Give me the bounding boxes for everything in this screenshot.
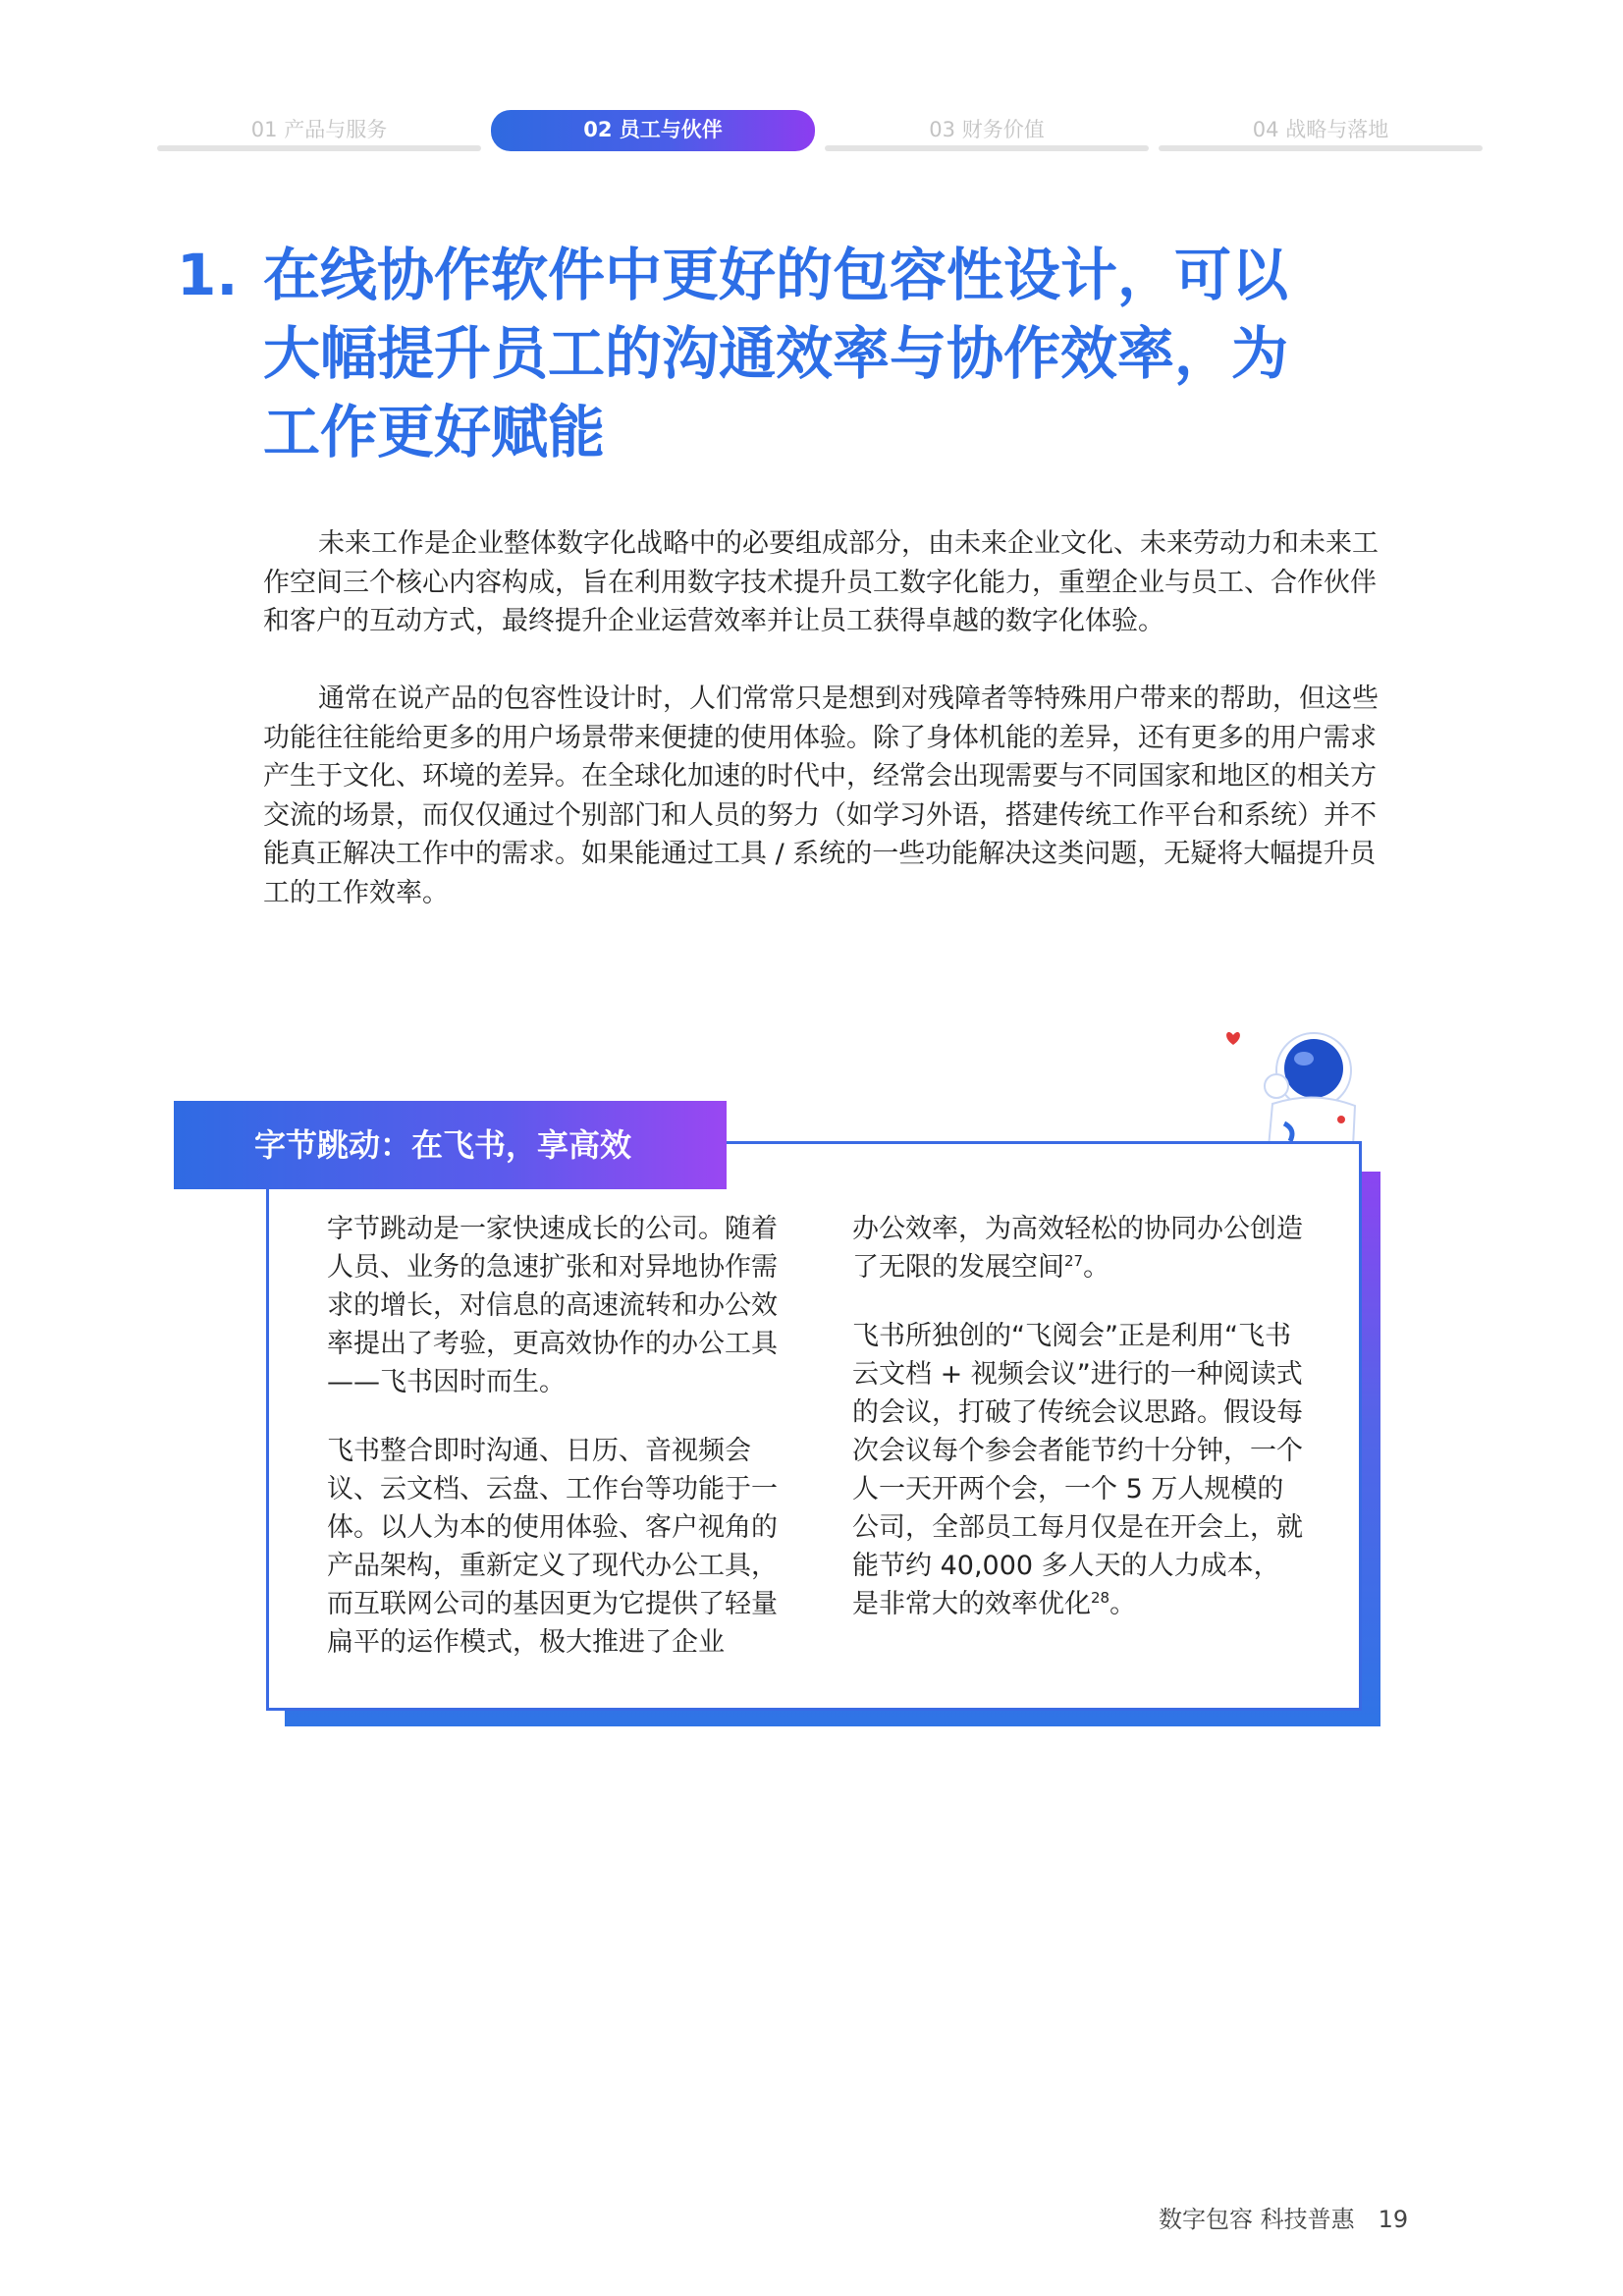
heart-icon (1226, 1032, 1240, 1045)
body-paragraph-1: 未来工作是企业整体数字化战略中的必要组成部分，由未来企业文化、未来劳动力和未来工作空间三个核心内容构成，旨在利用数字技术提升员工数字化能力，重塑企业与员工、合作伙伴和客户的互动方式，最终提升企业运营效率并让员工获得卓越的数字化体验。 (263, 528, 1379, 636)
case-title: 字节跳动：在飞书，享高效 (174, 1101, 727, 1189)
case-left-paragraph-1: 字节跳动是一家快速成长的公司。随着人员、业务的急速扩张和对异地协作需求的增长，对信息的高速流转和办公效率提出了考验，更高效协作的办公工具——飞书因时而生。 (327, 1214, 778, 1397)
tab-label: 03 财务价值 (929, 118, 1045, 141)
tab-financial-value[interactable] (825, 110, 1149, 151)
body-paragraph-2: 通常在说产品的包容性设计时，人们常常只是想到对残障者等特殊用户带来的帮助，但这些功能往往能给更多的用户场景带来便捷的使用体验。除了身体机能的差异，还有更多的用户需求产生于文化、环境的差异。在全球化加速的时代中，经常会出现需要与不同国家和地区的相关方交流的场景，而仅仅通过个别部门和人员的努力（如学习外语，搭建传统工作平台和系统）并不能真正解决工作中的需求。如果能通过工具 / 系统的一些功能解决这类问题，无疑将大幅提升员工的工作效率。 (263, 683, 1379, 908)
footnote-ref-28[interactable]: 28 (1091, 1589, 1110, 1607)
tab-employees-partners[interactable] (491, 110, 815, 151)
section-heading (177, 236, 1404, 471)
tab-strategy-implementation[interactable] (1159, 110, 1483, 151)
page-footer (1159, 2200, 1408, 2234)
case-right-column (852, 1210, 1304, 1654)
heading-number: 1. (177, 242, 239, 308)
tab-label: 04 战略与落地 (1252, 118, 1389, 141)
heading-line-3: 工作更好赋能 (263, 399, 606, 465)
page-number: 19 (1378, 2206, 1409, 2233)
heading-line-1: 在线协作软件中更好的包容性设计，可以 (263, 242, 1289, 308)
footnote-ref-27[interactable]: 27 (1064, 1252, 1084, 1270)
case-right-paragraph-1: 办公效率，为高效轻松的协同办公创造了无限的发展空间$^{27}$。 (852, 1214, 1303, 1283)
footer-title: 数字包容 科技普惠 (1159, 2206, 1355, 2233)
tab-products-services[interactable] (157, 110, 481, 151)
tab-underline (1159, 145, 1483, 151)
astronaut-illustration (1225, 1021, 1363, 1149)
section-nav (157, 110, 1483, 151)
case-left-column (327, 1210, 779, 1692)
case-left-paragraph-2: 飞书整合即时沟通、日历、音视频会议、云文档、云盘、工作台等功能于一体。以人为本的使用体验、客户视角的产品架构，重新定义了现代办公工具，而互联网公司的基因更为它提供了轻量扁平的运作模式，极大推进了企业 (327, 1436, 778, 1658)
tab-underline (157, 145, 481, 151)
tab-label: 01 产品与服务 (250, 118, 388, 141)
tab-underline (825, 145, 1149, 151)
tab-label: 02 员工与伙伴 (583, 118, 723, 141)
case-right-paragraph-2: 飞书所独创的“飞阅会”正是利用“飞书云文档 + 视频会议”进行的一种阅读式的会议，打破了传统会议思路。假设每次会议每个参会者能节约十分钟，一个人一天开两个会，一个 5 万人规模的公司，全部员工每月仅是在开会上，就能节约 40,000 多人天的人力成本，是非常大的效率优化$^{28}$。 (852, 1321, 1303, 1619)
heading-line-2: 大幅提升员工的沟通效率与协作效率，为 (263, 320, 1289, 387)
